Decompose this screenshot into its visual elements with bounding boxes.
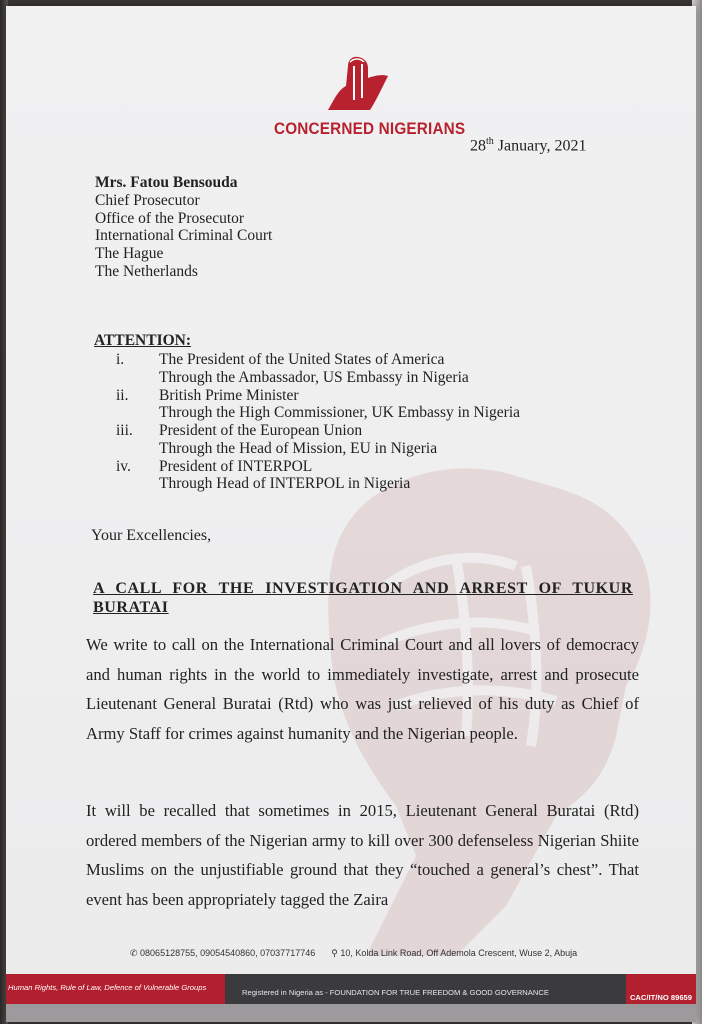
recipient-line: International Criminal Court: [95, 227, 273, 245]
footer-address: ⚲ 10, Kolda Link Road, Off Ademola Crescent, Wuse 2, Abuja: [331, 948, 578, 958]
attention-item: [94, 457, 411, 494]
attention-item-title: President of INTERPOL: [159, 457, 313, 475]
attention-item-number: ii.: [116, 386, 129, 404]
body-paragraph: We write to call on the International Criminal Court and all lovers of democracy and human rights in the world to immediately investigate, arrest and prosecute Lieutenant General Buratai (Rtd) who was just relieved of his duty as Chief of Army Staff for crimes against humanity and the Nigerian people.: [86, 635, 639, 743]
attention-item: [94, 351, 469, 387]
attention-heading: ATTENTION:: [94, 332, 192, 349]
page-bottom-edge: [6, 1004, 696, 1022]
recipient-line: Office of the Prosecutor: [95, 209, 245, 227]
attention-item-title: The President of the United States of America: [159, 351, 445, 368]
recipient-name: Mrs. Fatou Bensouda: [95, 174, 238, 191]
footer-tagline: Human Rights, Rule of Law, Defence of Vulnerable Groups: [8, 983, 207, 992]
footer-phones: ✆ 08065128755, 09054540860, 07037717746: [130, 948, 316, 958]
attention-item: [94, 386, 521, 423]
footer-cac-number: CAC/IT/NO 89659: [629, 993, 692, 1002]
letter-date: 28th January, 2021: [470, 136, 587, 155]
letter-subject: A CALL FOR THE INVESTIGATION AND ARREST OF TUKUR BURATAI: [93, 580, 633, 616]
footer-registration: Registered in Nigeria as - FOUNDATION FOR TRUE FREEDOM & GOOD GOVERNANCE: [242, 988, 549, 997]
attention-item-title: British Prime Minister: [159, 386, 299, 404]
attention-item-channel: Through the High Commissioner, UK Embassy in Nigeria: [159, 404, 521, 421]
letter-page: [6, 6, 696, 1022]
footer-contacts: [130, 948, 577, 959]
fist-logo-icon: [324, 54, 390, 116]
recipient-address: [95, 174, 272, 281]
attention-item-channel: Through Head of INTERPOL in Nigeria: [159, 475, 411, 492]
attention-item-number: iii.: [116, 422, 133, 439]
attention-item-channel: Through the Head of Mission, EU in Nigeria: [159, 439, 438, 457]
attention-item: [94, 422, 438, 458]
attention-item-number: iv.: [116, 457, 131, 475]
salutation: Your Excellencies,: [91, 527, 212, 544]
recipient-line: The Netherlands: [95, 262, 198, 280]
footer-bar: [6, 974, 696, 1004]
recipient-line: The Hague: [95, 245, 164, 263]
attention-item-channel: Through the Ambassador, US Embassy in Nigeria: [159, 368, 469, 386]
body-paragraph: It will be recalled that sometimes in 2015, Lieutenant General Buratai (Rtd) ordered members of the Nigerian army to kill over 300 defenseless Nigerian Shiite Muslims on the unjustifiable ground that they “touched a general’s chest”. That event has been appropriately tagged the Zaira: [86, 801, 639, 909]
attention-section: [94, 332, 521, 493]
attention-item-number: i.: [116, 351, 125, 368]
organization-name: CONCERNED NIGERIANS: [274, 119, 466, 138]
attention-item-title: President of the European Union: [159, 422, 363, 439]
recipient-line: Chief Prosecutor: [95, 191, 200, 209]
